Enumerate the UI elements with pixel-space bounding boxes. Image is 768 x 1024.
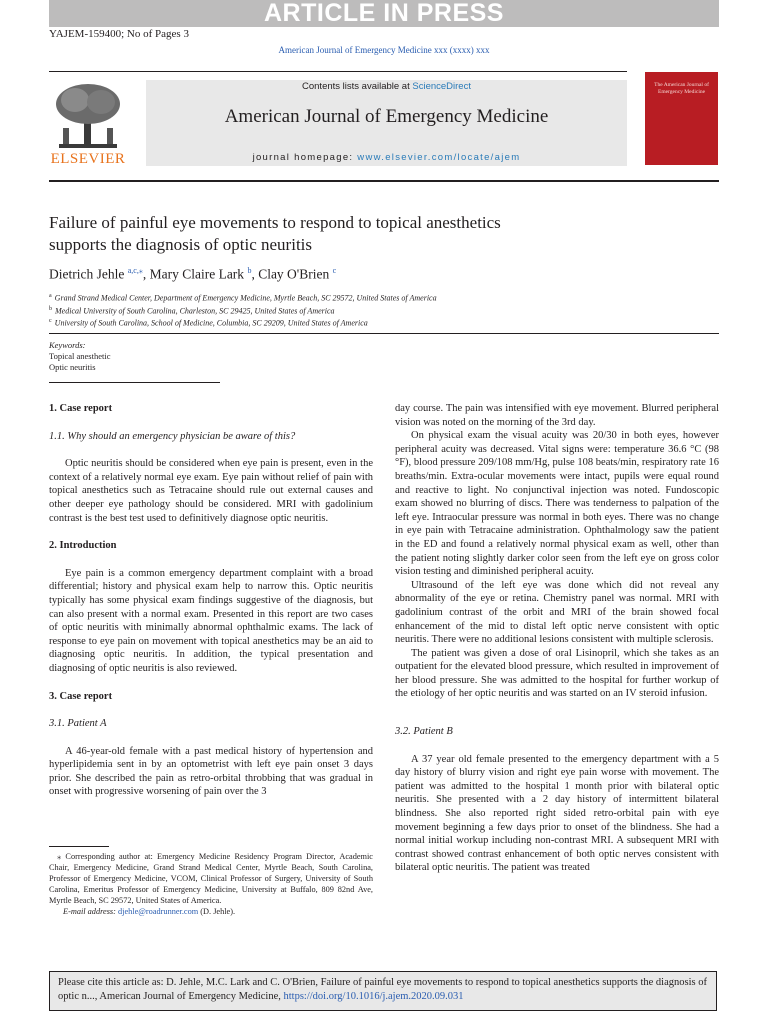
affiliation-c: $^c$ University of South Carolina, School of Medicine, Columbia, SC 29209, United States of America — [49, 318, 368, 328]
citation-text: Please cite this article as: D. Jehle, M.C. Lark and C. O'Brien, Failure of painful eye movements to respond to topical anesthetics supports the diagnosis of optic n..., American Journal of Emergency Medicine, — [58, 977, 707, 1002]
article-info-rule — [49, 333, 719, 334]
author-name: Dietrich Jehle — [49, 266, 125, 282]
email-suffix: (D. Jehle). — [198, 907, 236, 916]
email-label: E-mail address: — [63, 907, 118, 916]
affiliation-a: $^a$ Grand Strand Medical Center, Department of Emergency Medicine, Myrtle Beach, SC 29572, United States of America — [49, 293, 437, 303]
affiliation-b: $^b$ Medical University of South Carolina, Charleston, SC 29425, United States of America — [49, 305, 335, 316]
footnote-email-line — [49, 906, 373, 917]
corresponding-author-footnote — [49, 851, 373, 917]
paragraph: A 37 year old female presented to the emergency department with a 5 day history of blurry vision and right eye pain worse with movement. The patient was admitted to the hospital 1 month prior with bilateral optic neuritis. She presented with a 2 day history of intermittent bilateral blindness. She also reported right sided retro-orbital pain with eye movement beginning a few days prior to onset of the blindness. She had a normal initial workup including non-contrast MRI. A subsequent MRI with contrast showed contrast enhancement of both optic nerves consistent with bilateral optic neuritis. The patient was treated — [395, 753, 719, 874]
author-affiliation-link[interactable]: b — [247, 266, 252, 275]
section-heading: 1. Case report — [49, 403, 113, 414]
paragraph: Ultrasound of the left eye was done which did not reveal any abnormality of the eye or retina. Chemistry panel was normal. MRI with gadolinium contrast of the orbit and MRI of the brain showed focal enhancement of the mid to distal left optic nerve consistent with optic neuritis. There were no additional lesions consistent with multiple sclerosis. — [395, 579, 719, 646]
article-title — [49, 212, 649, 256]
affiliations — [49, 291, 437, 329]
footnote-rule — [49, 846, 109, 847]
homepage-prefix: journal homepage: — [252, 152, 358, 163]
right-column — [395, 402, 719, 875]
citation-box — [49, 971, 717, 1011]
subsection-heading: 1.1. Why should an emergency physician be aware of this? — [49, 430, 296, 442]
keyword: Optic neuritis — [49, 362, 96, 372]
elsevier-logo[interactable] — [49, 80, 127, 166]
keywords — [49, 340, 110, 373]
paragraph: Eye pain is a common emergency department complaint with a broad differential; history and physical exam help to narrow this. Optic neuritis typically has some physical exam findings suggestive of the diagnosis, but can also present with a normal exam. Presented in this report are two cases of optic neuritis with minimally abnormal ophthalmic exams. The lack of response to eye pain on movement with topical anesthetics may be an aid to diagnosing optic neuritis. In addition, the typical presentation and diagnosing of optic neuritis is also reviewed. — [49, 567, 373, 674]
document-id: YAJEM-159400; No of Pages 3 — [49, 28, 189, 40]
paragraph: day course. The pain was intensified with eye movement. Blurred peripheral vision was noted on the morning of the 3rd day. — [395, 403, 719, 428]
journal-citation-link[interactable]: American Journal of Emergency Medicine xxx (xxxx) xxx — [278, 45, 490, 55]
subsection-heading: 3.1. Patient A — [49, 718, 107, 730]
paragraph: On physical exam the visual acuity was 20/30 in both eyes, however peripheral acuity was decreased. Vital signs were: temperature 36.6 °C (98 °F), blood pressure 209/108 mm/Hg, pulse 108 beats/min, respiratory rate 16 breaths/min. Extra-ocular movements were intact, pupils were equal round and reactive to light. No conjunctival injection was noted. Fundoscopic exam showed no blurring of discs. There was tenderness to palpation of the left eye. Intraocular pressure was normal in both eyes. There was no change in eye pain with Tetracaine administration. Ophthalmology saw the patient in the ED and found a relatively normal physical exam as well, other than the patient noting slightly darker color seen from the left eye on gross color vision testing and diminished peripheral acuity. — [395, 430, 719, 578]
keywords-label: Keywords: — [49, 340, 86, 350]
paragraph: Optic neuritis should be considered when eye pain is present, even in the context of a relatively normal eye exam. Eye pain without relief of pain with topical anesthetics such as Tetracaine should rule out external causes and other deeper eye pathology should be considered. MRI with gadolinium contrast is the best test used to definitively diagnose optic neuritis. — [49, 458, 373, 524]
journal-cover[interactable] — [645, 72, 718, 165]
author-list — [49, 266, 336, 283]
author-name: , Mary Claire Lark — [142, 266, 245, 282]
email-link[interactable]: djehle@roadrunner.com — [118, 907, 199, 916]
footnote-text: ⁎ Corresponding author at: Emergency Medicine Residency Program Director, Academic Chair, Emergency Medicine, Grand Strand Medical Center, Myrtle Beach, South Carolina, Professor of Emergency Medicine, VCOM, Clinical Professor of Surgery, University of South Carolina, Emeritus Professor of Emergency Medicine, University at Buffalo, 809 82nd Ave, Myrtle Beach, SC 29572, United States of America. — [49, 852, 373, 905]
author-name: , Clay O'Brien — [251, 266, 330, 282]
keyword: Topical anesthetic — [49, 351, 111, 361]
homepage-link[interactable]: www.elsevier.com/locate/ajem — [357, 152, 521, 163]
sciencedirect-link[interactable]: ScienceDirect — [412, 81, 471, 92]
subsection-heading: 3.2. Patient B — [395, 726, 453, 738]
title-rule — [49, 180, 719, 182]
doi-link[interactable]: https://doi.org/10.1016/j.ajem.2020.09.031 — [283, 991, 464, 1002]
left-column — [49, 402, 373, 799]
section-heading: 3. Case report — [49, 690, 113, 702]
contents-line — [146, 81, 627, 92]
keywords-rule — [49, 382, 220, 383]
journal-title: American Journal of Emergency Medicine — [224, 106, 549, 127]
paragraph: The patient was given a dose of oral Lisinopril, which she takes as an outpatient for the elevated blood pressure, which resulted in improvement of her blood pressure. She was admitted to the hospital for further workup of the etiology of her optic neuritis and was started on an IV steroid infusion. — [395, 647, 719, 700]
header-rule — [49, 71, 627, 72]
article-in-press-banner: ARTICLE IN PRESS — [49, 0, 719, 27]
title-line-2: supports the diagnosis of optic neuritis — [49, 235, 313, 254]
cover-title: The American Journal of Emergency Medicine — [654, 82, 709, 95]
journal-header-box — [146, 80, 627, 166]
tree-icon — [49, 80, 127, 150]
homepage-line — [146, 152, 627, 163]
author-affiliation-link[interactable]: c — [332, 266, 337, 275]
contents-prefix: Contents lists available at — [302, 81, 413, 92]
title-line-1: Failure of painful eye movements to respond to topical anesthetics — [49, 213, 501, 232]
section-heading: 2. Introduction — [49, 540, 117, 552]
paragraph: A 46-year-old female with a past medical history of hypertension and hyperlipidemia sent in by an optometrist with left eye pain onset 3 days prior. She described the pain as retro-orbital throbbing that was gradual in onset with progressive worsening of pain over the 3 — [49, 745, 373, 798]
author-affiliation-link[interactable]: a,c,⁎ — [127, 266, 143, 275]
publisher-logo-text: ELSEVIER — [50, 151, 126, 167]
